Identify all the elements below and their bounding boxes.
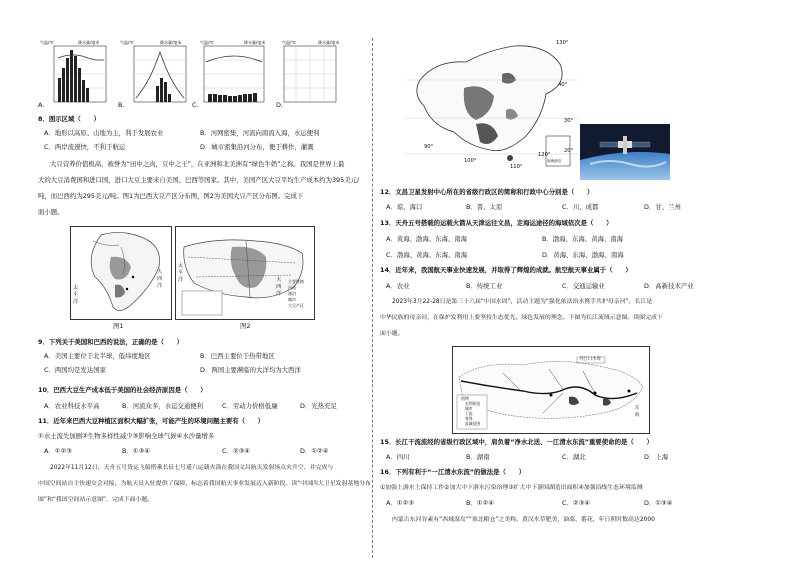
climate-option-d[interactable]: D.: [276, 101, 283, 109]
q12-option-a[interactable]: A．琼、海口: [386, 203, 423, 211]
svg-text:降水量/毫米: 降水量/毫米: [244, 40, 266, 45]
q16-option-b[interactable]: B．①②④: [466, 499, 494, 507]
q10-option-b[interactable]: B．河流众多，水运交通便利: [122, 402, 204, 410]
question-12-title: 12．文昌卫星发射中心所在的省级行政区的简称和行政中心分别是（ ）: [380, 188, 594, 196]
legend-lake: 湖泊: [288, 291, 296, 296]
q11-statements: ①水土流失加剧②生物多样性减少③影响全球气候④水沙量增多: [38, 432, 215, 440]
south-china-sea-inset-label: 南海诸岛: [547, 159, 562, 163]
climate-chart-c: [200, 39, 265, 102]
lat-label-30: 30°: [564, 118, 574, 124]
q16-option-c[interactable]: C．②③④: [562, 499, 591, 507]
question-8-title: 8．图示区域（ ）: [38, 115, 100, 123]
legend-hydro-hub: 水利枢纽: [465, 401, 481, 406]
svg-text:气温/℃: 气温/℃: [200, 40, 214, 45]
figure-2-caption: 图2: [240, 322, 251, 330]
q9-option-d[interactable]: D．两国主要濒临的大洋均为大西洋: [200, 366, 301, 374]
legend-soy-area: 大豆产区: [288, 303, 304, 308]
q15-option-a[interactable]: A．四川: [386, 453, 410, 461]
q15-option-c[interactable]: C．湖北: [562, 453, 586, 461]
question-10-title: 10．巴西大豆生产成本低于美国的社会经济原因是（ ）: [38, 386, 207, 394]
legend-river: 河流: [288, 285, 296, 290]
legend-railway: 主要铁路: [288, 279, 304, 284]
climate-option-a[interactable]: A.: [38, 101, 45, 109]
question-16-title: 16．下列有利于“一江清水东流”的做法是（ ）: [380, 468, 526, 476]
q15-option-d[interactable]: D．上海: [644, 453, 669, 461]
q16-option-a[interactable]: A．①②③: [386, 499, 414, 507]
q8-option-a[interactable]: A．地形以高原、山地为主，利于发展农业: [44, 129, 164, 137]
q11-option-c[interactable]: C．②③④: [222, 447, 251, 455]
yangtze-basin-map: [452, 346, 650, 434]
q9-option-a[interactable]: A．美国主要位于北半球，低纬度地区: [44, 352, 151, 360]
q14-option-b[interactable]: B．传统工业: [466, 282, 503, 290]
passage-water-week-line1: 2023年3月22-28日是第三十六届“中国水周”，活动主题为“强化依法治水携手共护母亲河”。长江是: [392, 299, 653, 305]
question-13-title: 13．天舟五号搭载的运载火箭从天津运往文昌，走海运途径的海域依次是（ ）: [380, 219, 613, 227]
q14-option-a[interactable]: A．农业: [386, 282, 410, 290]
q13-option-b[interactable]: B．渤海、东海、黄海、南海: [542, 235, 624, 243]
svg-text:气温/℃: 气温/℃: [282, 40, 296, 45]
passage-hetao-line1: 内蒙古东河谷素有“西域湿岛”“塞北粮仓”之美称。黄汉水草肥美，油菜、番花，年日照时数高达2000: [392, 517, 655, 523]
danjiangkou-reservoir-label: 丹江口水库: [579, 357, 601, 362]
q12-option-b[interactable]: B．晋、太原: [466, 203, 503, 211]
question-14-title: 14．近年来，我国航天事业快速发展，并取得了辉煌的成就。航空航天事业属于（ ）: [380, 266, 632, 274]
lon-label-110: 110°: [510, 164, 523, 170]
passage-soybean-line3: 吨，而巴西约为295美元/吨。图1为巴西大豆产区分布图，图2为美国大豆产区分布图。完成下: [38, 192, 304, 200]
passage-water-week-line2: 中华民族的母亲河，在保护发利用上要坚持生态优先、绿色发展的理念。下图为长江流域示意图。读图完成下: [380, 315, 663, 321]
space-station-svg: [580, 124, 670, 180]
svg-text:降水量/毫米: 降水量/毫米: [160, 40, 182, 45]
q8-option-b[interactable]: B．河网密集，河流向南流入海，水运便利: [200, 129, 320, 137]
yangtze-map-svg: [453, 347, 649, 433]
q11-option-b[interactable]: B．①③④: [122, 447, 150, 455]
q9-option-c[interactable]: C．两国均是发达国家: [44, 366, 106, 374]
legend-city: 城市: [288, 297, 296, 302]
lon-label-90: 90°: [424, 144, 434, 150]
svg-text:气温/℃: 气温/℃: [40, 40, 54, 45]
east-china-sea-label: 东海: [635, 406, 640, 418]
figure-2-usa-map: [175, 226, 315, 320]
china-map-svg: [406, 40, 578, 172]
china-launch-base-map: [406, 40, 578, 172]
lon-label-100: 100°: [464, 158, 477, 164]
figure-1-brazil-map: [70, 226, 172, 320]
passage-soybean-line2: 大的大豆消费国和进口国，进口大豆主要来自美国、巴西等国家。其中，美国产区大豆平均生产成本约为395美元/: [38, 176, 360, 184]
q13-option-a[interactable]: A．黄海、渤海、东海、南海: [386, 235, 468, 243]
legend-title: 图例: [461, 396, 469, 401]
q15-option-b[interactable]: B．湖南: [466, 453, 490, 461]
climate-option-b[interactable]: B.: [118, 101, 125, 109]
question-11-title: 11．近年来巴西大豆种植区面积大幅扩张，可能产生的环境问题主要有（ ）: [38, 417, 265, 425]
q12-option-c[interactable]: C．川、成都: [562, 203, 599, 211]
legend-basin-range: 流域范围: [465, 421, 481, 426]
passage-soybean-line1: 大豆营养价值极高，被誉为“田中之肉，豆中之王”，在亚洲和北美洲有“绿色牛奶”之称。我国是世界上最: [50, 160, 345, 168]
q12-option-d[interactable]: D．甘、兰州: [644, 203, 681, 211]
lon-label-130: 130°: [556, 40, 569, 46]
fig1-ocean-atlantic: 大西洋: [157, 269, 163, 289]
column-divider: [372, 38, 373, 558]
space-station-image: [580, 124, 670, 180]
svg-text:气温/℃: 气温/℃: [120, 40, 134, 45]
question-15-title: 15．长江干流流经的省级行政区域中，肩负着“净水北送、一江清水东流”重要使命的是（ ）: [380, 438, 653, 446]
lat-label-40: 40°: [558, 82, 568, 88]
climate-charts: [38, 38, 358, 110]
q14-option-c[interactable]: C．交通运输业: [562, 282, 605, 290]
q11-option-a[interactable]: A．①②③: [44, 447, 72, 455]
climate-chart-a: [40, 39, 106, 102]
q16-option-d[interactable]: D．①③④: [644, 499, 673, 507]
fig1-ocean-pacific: 太平洋: [73, 285, 79, 305]
svg-text:降水量/毫米: 降水量/毫米: [318, 40, 340, 45]
fig2-ocean-atlantic: 大西洋: [276, 277, 282, 297]
q8-option-d[interactable]: D．城市密集沿河分布，便于耕作，灌溉: [200, 143, 314, 151]
brazil-map-svg: [71, 227, 171, 319]
passage-spacecraft-line1: 2022年11月12日，天舟五号货运飞船搭乘长征七号遥六运载火箭在我国文昌航天发射场点火升空，并完成与: [50, 465, 334, 471]
question-9-title: 9．下列关于美国和巴西的说法，正确的是（ ）: [38, 338, 184, 346]
lat-label-20: 20°: [564, 148, 574, 154]
q14-option-d[interactable]: D．高新技术产业: [644, 282, 694, 290]
svg-text:降水量/毫米: 降水量/毫米: [78, 40, 100, 45]
q10-option-a[interactable]: A．农业科技水平高: [44, 402, 100, 410]
figure-1-caption: 图1: [113, 322, 124, 330]
climate-option-c[interactable]: C.: [192, 101, 199, 109]
q11-option-d[interactable]: D．①②④: [300, 447, 329, 455]
q8-option-c[interactable]: C．两岸流速快，不利于航运: [44, 143, 126, 151]
legend-province-border: 省界: [465, 416, 473, 421]
climate-chart-b: [120, 39, 186, 102]
passage-spacecraft-line2: 中国空间站自主快速交会对接，为航天员入驻提供了保障，标志着我国航天事业发展迈入新阶段。读“中国四大卫星发射基地分布: [38, 481, 371, 487]
lon-label-120: 120°: [538, 152, 551, 158]
q13-option-d[interactable]: D．黄海、东海、渤海、南海: [542, 251, 624, 259]
q10-option-c[interactable]: C．劳动力价格低廉: [222, 402, 278, 410]
climate-chart-d: [282, 39, 339, 102]
legend-city: 城市: [465, 406, 473, 411]
q9-option-b[interactable]: B．巴西主要位于热带地区: [200, 352, 275, 360]
legend-main-stream: 干流: [465, 411, 473, 416]
passage-soybean-line4: 面小题。: [38, 208, 64, 216]
q16-statements: ①加强上游水土保持工作②加大中下游水污染治理③扩大中下游围湖造田面积④加强沿线生态环境监测: [380, 485, 643, 491]
passage-water-week-line3: 面小题。: [380, 331, 404, 337]
fig2-ocean-pacific: 太平洋: [178, 263, 184, 283]
q10-option-d[interactable]: D．光热充足: [300, 402, 337, 410]
passage-spacecraft-line3: 图”和“我国空间站示意图”，完成下面小题。: [38, 497, 154, 503]
q13-option-c[interactable]: C．渤海、黄海、东海、南海: [386, 251, 468, 259]
